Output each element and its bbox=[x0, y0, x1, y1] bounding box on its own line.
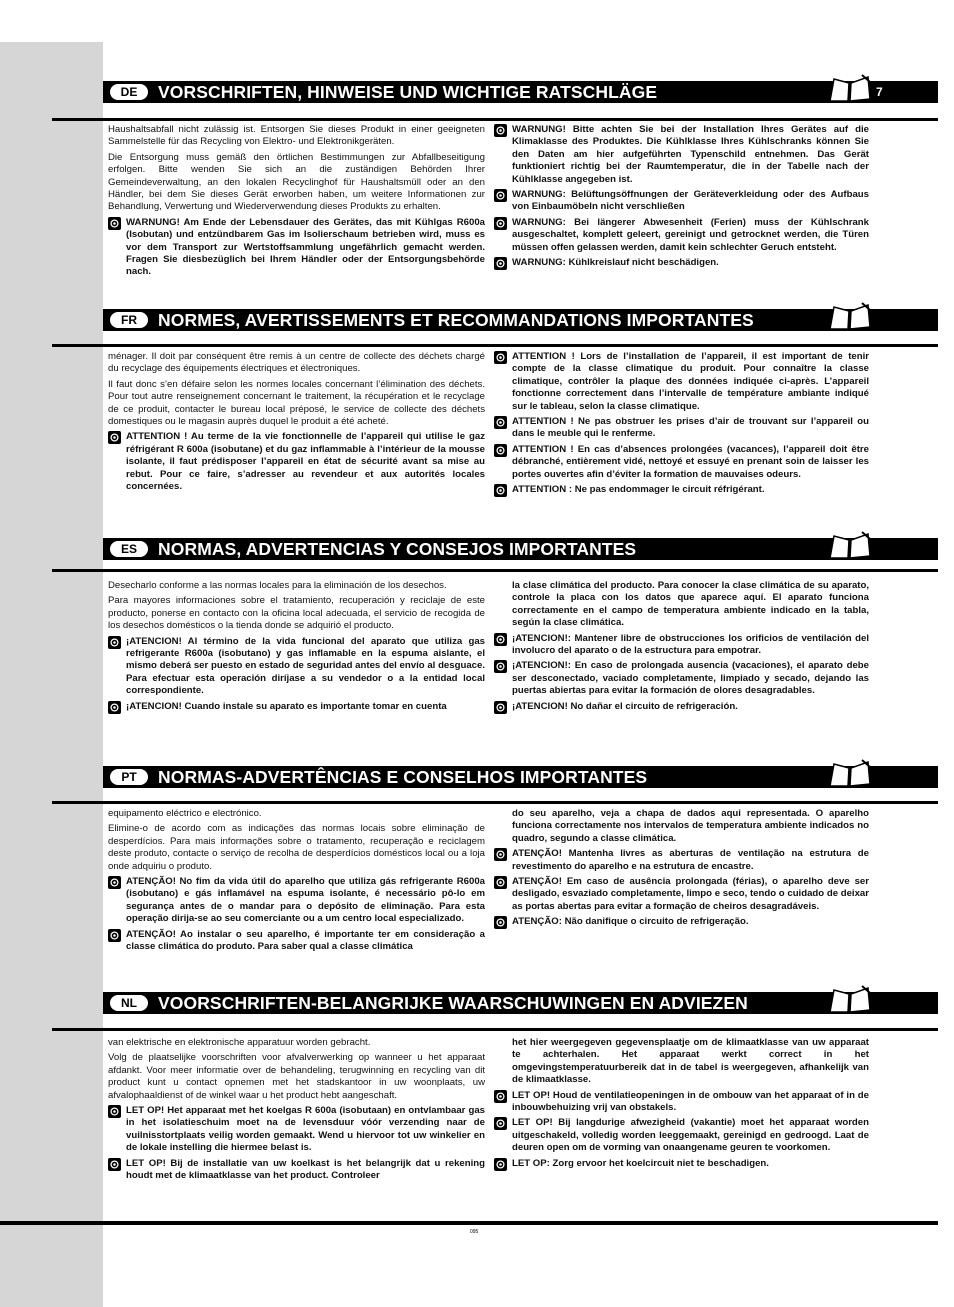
warning-text: ¡ATENCION!: En caso de prolongada ausencia (vacaciones), el aparato debe ser desconectado, vaciado completamente, limpiado y secado, dejando las puertas abiertas para evitar la formación de olores desagradables. bbox=[512, 660, 869, 697]
warning-item bbox=[494, 217, 869, 254]
section-title: NORMAS-ADVERTÊNCIAS E CONSELHOS IMPORTANTES bbox=[158, 767, 648, 787]
body-paragraph: ménager. Il doit par conséquent être remis à un centre de collecte des déchets chargé du recyclage des équipements électriques et électroniques. bbox=[108, 351, 485, 375]
warning-bullet-icon bbox=[108, 701, 121, 714]
warning-bullet-icon bbox=[494, 124, 507, 137]
warning-text: WARNUNG: Belüftungsöffnungen der Geräteverkleidung oder des Aufbaus von Einbaumöbeln nicht verschließen bbox=[512, 189, 869, 213]
warning-bullet-icon bbox=[494, 416, 507, 429]
left-column bbox=[108, 351, 485, 496]
warning-bullet-icon bbox=[108, 876, 121, 889]
warning-bullet-icon bbox=[494, 444, 507, 457]
body-paragraph: het hier weergegeven gegevensplaatje om de klimaatklasse van uw apparaat te achterhalen. Het apparaat werkt correct in het omgevingstemperatuurbereik dat in de tabel is weergegeven, afhankelijk van de klimaatklasse. bbox=[512, 1037, 869, 1086]
warning-text: WARNUNG! Am Ende der Lebensdauer des Gerätes, das mit Kühlgas R600a (Isobutan) und entzündbarem Gas im Isolierschaum betrieben wird, muss es vor dem Transport zur Wertstoffsammlung ungefährlich gemacht werden. Fragen Sie diesbezüglich bei Ihrem Händler oder der Entsorgungsbehörde nach. bbox=[126, 216, 485, 278]
warning-text: ATENÇÃO! Ao instalar o seu aparelho, é importante ter em consideração a classe climática do produto. Para saber qual a classe climática bbox=[126, 928, 485, 953]
warning-item bbox=[494, 189, 869, 214]
open-book-icon bbox=[828, 984, 872, 1019]
warning-item bbox=[494, 484, 869, 497]
right-column bbox=[494, 351, 869, 500]
warning-text: ATTENTION : Ne pas endommager le circuit réfrigérant. bbox=[512, 484, 765, 496]
warning-text: LET OP! Het apparaat met het koelgas R 600a (isobutaan) en ontvlambaar gas in het isolatieschuim moet na de levensduur vóór verzending naar de vuilnisstortplaats veilig worden gemaakt. Wend u hiervoor tot uw winkelier en de lokale instelling die hiermee belast is. bbox=[126, 1105, 485, 1154]
warning-bullet-icon bbox=[494, 1117, 507, 1130]
open-book-icon bbox=[828, 530, 872, 565]
warning-text: LET OP! Bij de installatie van uw koelkast is het belangrijk dat u rekening houdt met de klimaatklasse van het product. Controleer bbox=[126, 1157, 485, 1182]
body-paragraph: Die Entsorgung muss gemäß den örtlichen Bestimmungen zur Abfallbeseitigung erfolgen. Bitte wenden Sie sich an die zuständigen Behörden Ihrer Gemeindeverwaltung, an den lokalen Recyclinghof für Haushaltsmüll oder an den Händler, bei dem Sie dieses Gerät erworben haben, um weitere Informationen zur Behandlung, Verwertung und Wiederverwendung dieses Produkts zu erhalten. bbox=[108, 151, 485, 213]
section-title: VOORSCHRIFTEN-BELANGRIJKE WAARSCHUWINGEN EN ADVIEZEN bbox=[158, 993, 748, 1013]
warning-text: ATENÇÃO! Em caso de ausência prolongada (férias), o aparelho deve ser desligado, esvaziado completamente, limpo e seco, tendo o cuidado de deixar as portas abertas para evitar a formação de cheiros desagradáveis. bbox=[512, 876, 869, 912]
language-badge: DE bbox=[110, 84, 148, 100]
warning-bullet-icon bbox=[494, 916, 507, 929]
warning-item bbox=[494, 916, 869, 929]
warning-bullet-icon bbox=[494, 351, 507, 364]
open-book-icon bbox=[828, 758, 872, 793]
warning-item bbox=[108, 929, 485, 954]
warning-item bbox=[108, 217, 485, 279]
body-paragraph: Volg de plaatselijke voorschriften voor afvalverwerking op wanneer u het apparaat afdankt. Voor meer informatie over de behandeling, terugwinning en recycling van dit product kunt u contact opnemen met het stadskantoor in uw woonplaats, uw afvalophaaldienst of de winkel waar u het product hebt aangeschaft. bbox=[108, 1052, 485, 1101]
warning-text: ¡ATENCION! Cuando instale su aparato es importante tomar en cuenta bbox=[126, 700, 447, 712]
warning-bullet-icon bbox=[494, 660, 507, 673]
warning-bullet-icon bbox=[494, 1158, 507, 1171]
warning-item bbox=[108, 1105, 485, 1155]
footer-code: 095 bbox=[470, 1229, 479, 1235]
left-column bbox=[108, 580, 485, 717]
body-paragraph: Haushaltsabfall nicht zulässig ist. Entsorgen Sie dieses Produkt in einer geeigneten Sammelstelle für das Recycling von Elektro- und Elektronikgeräten. bbox=[108, 124, 485, 148]
warning-bullet-icon bbox=[108, 431, 121, 444]
warning-text: ATTENTION ! En cas d’absences prolongées (vacances), l’appareil doit être débranché, entièrement vidé, nettoyé et essuyé en prenant soin de laisser les portes ouvertes afin d’éviter la formation de mauvaises odeurs. bbox=[512, 443, 869, 480]
warning-bullet-icon bbox=[494, 876, 507, 889]
warning-text: WARNUNG: Kühlkreislauf nicht beschädigen. bbox=[512, 257, 719, 269]
warning-bullet-icon bbox=[108, 929, 121, 942]
body-paragraph: Elimine-o de acordo com as indicações das normas locais sobre eliminação de desperdícios. Para mais informações sobre o tratamento, recuperação e reciclagem deste produto, contacte o serviço de recolha de desperdícios domésticos local ou a loja onde adquiriu o produto. bbox=[108, 823, 485, 872]
warning-item bbox=[108, 636, 485, 698]
warning-bullet-icon bbox=[494, 189, 507, 202]
open-book-icon bbox=[828, 301, 872, 336]
section-title: NORMAS, ADVERTENCIAS Y CONSEJOS IMPORTANTES bbox=[158, 539, 637, 559]
warning-text: ¡ATENCION! Al término de la vida funcional del aparato que utiliza gas refrigerante R600a (isobutano) y gas inflamable en la espuma aislante, el mismo deberá ser puesto en estado de seguridad antes del envío al desguace. Para efectuar esta operación diríjase a su vendedor o a la entidad local correspondiente. bbox=[126, 635, 485, 697]
body-paragraph: Il faut donc s’en défaire selon les normes locales concernant l’élimination des déchets. Pour tout autre renseignement concernant le traitement, la récupération et le recyclage de ce produit, contacter le bureau local préposé, le service de collecte des déchets domestiques ou le magasin auprès duquel le produit a été acheté. bbox=[108, 378, 485, 428]
language-badge: ES bbox=[110, 541, 148, 557]
warning-text: ¡ATENCION!: Mantener libre de obstrucciones los orificios de ventilación del involucro del aparato o de la estructura para empotrar. bbox=[512, 632, 869, 657]
warning-item bbox=[494, 124, 869, 186]
warning-item bbox=[494, 848, 869, 873]
warning-item bbox=[494, 416, 869, 441]
warning-text: ATENÇÃO! Mantenha livres as aberturas de ventilação na estrutura de revestimento do aparelho e na estrutura de encastre. bbox=[512, 848, 869, 872]
warning-text: LET OP: Zorg ervoor het koelcircuit niet te beschadigen. bbox=[512, 1157, 769, 1169]
language-badge: PT bbox=[110, 769, 148, 785]
warning-bullet-icon bbox=[494, 848, 507, 861]
left-column bbox=[108, 124, 485, 282]
warning-item bbox=[108, 431, 485, 493]
warning-text: ATTENTION ! Au terme de la vie fonctionnelle de l’appareil qui utilise le gaz réfrigérant R 600a (isobutane) et du gaz inflammable à l’intérieur de la mousse isolante, il faut prédisposer l’appareil en état de sécurité avant sa mise au rebut. Pour ce faire, s’adresser au revendeur et aux autorités locales concernées. bbox=[126, 431, 485, 493]
language-badge: FR bbox=[110, 312, 148, 328]
body-paragraph: do seu aparelho, veja a chapa de dados aqui representada. O aparelho funciona correctamente nos intervalos de temperatura ambiente indicados no quadro, segundo a classe climática. bbox=[512, 808, 869, 844]
warning-text: ATTENTION ! Lors de l’installation de l’appareil, il est important de tenir compte de la classe climatique du produit. Pour connaître la classe climatique, contrôler la plaque des données indiquée ci-après. L’appareil fonctionne correctement dans l’intervalle de température ambiante indiqué sur le tableau, selon la classe climatique. bbox=[512, 351, 869, 412]
warning-item bbox=[494, 701, 869, 714]
warning-bullet-icon bbox=[494, 1090, 507, 1103]
warning-text: ATTENTION ! Ne pas obstruer les prises d’air de trouvant sur l’appareil ou dans le meuble qui le renferme. bbox=[512, 416, 869, 440]
warning-text: WARNUNG! Bitte achten Sie bei der Installation Ihres Gerätes auf die Klimaklasse des Produktes. Die Kühlklasse Ihres Kühlschranks können Sie den Daten am hier aufgeführten Typenschild entnehmen. Das Gerät funktioniert richtig bei der Raumtemperatur, die in der Tabelle nach der Kühlklasse angegeben ist. bbox=[512, 124, 869, 185]
footer-rule bbox=[0, 1221, 938, 1225]
open-book-icon bbox=[828, 73, 872, 108]
warning-item bbox=[108, 701, 485, 714]
warning-text: ¡ATENCION! No dañar el circuito de refrigeración. bbox=[512, 700, 738, 712]
warning-item bbox=[494, 1090, 869, 1115]
warning-text: LET OP! Houd de ventilatieopeningen in de ombouw van het apparaat of in de inbouwbehuizing vrij van obstakels. bbox=[512, 1089, 869, 1114]
right-column bbox=[494, 124, 869, 273]
section-rule bbox=[52, 801, 938, 804]
page-number: 7 bbox=[876, 85, 883, 99]
warning-bullet-icon bbox=[108, 636, 121, 649]
warning-bullet-icon bbox=[494, 484, 507, 497]
warning-item bbox=[494, 660, 869, 697]
section-rule bbox=[52, 1028, 938, 1031]
warning-bullet-icon bbox=[494, 257, 507, 270]
warning-item bbox=[494, 633, 869, 658]
warning-text: ATENÇÃO: Não danifique o circuito de refrigeração. bbox=[512, 916, 749, 928]
right-column bbox=[494, 1037, 869, 1174]
right-column bbox=[494, 808, 869, 932]
body-paragraph: Para mayores informaciones sobre el tratamiento, recuperación y reciclaje de este producto, ponerse en contacto con la oficina local adecuada, el servicio de recogida de los desechos domésticos o la tienda donde se adquirió el producto. bbox=[108, 595, 485, 632]
section-rule bbox=[52, 569, 938, 572]
section-title: NORMES, AVERTISSEMENTS ET RECOMMANDATIONS IMPORTANTES bbox=[158, 310, 754, 330]
warning-item bbox=[494, 1117, 869, 1154]
body-paragraph: van elektrische en elektronische apparatuur worden gebracht. bbox=[108, 1037, 371, 1048]
right-column bbox=[494, 580, 869, 717]
warning-text: LET OP! Bij langdurige afwezigheid (vakantie) moet het apparaat worden uitgeschakeld, volledig worden leeggemaakt, gereinigd en gedroogd. Laat de deuren open om de vorming van onaangename geuren te voorkomen. bbox=[512, 1117, 869, 1154]
warning-item bbox=[108, 1158, 485, 1183]
warning-item bbox=[494, 876, 869, 913]
warning-bullet-icon bbox=[494, 633, 507, 646]
warning-text: WARNUNG: Bei längerer Abwesenheit (Ferien) muss der Kühlschrank ausgeschaltet, komplett geleert, gereinigt und getrocknet werden, die Türen müssen offen gelassen werden, damit kein schlechter Geruch entsteht. bbox=[512, 216, 869, 253]
section-rule bbox=[52, 344, 938, 347]
language-badge: NL bbox=[110, 995, 148, 1011]
warning-bullet-icon bbox=[494, 217, 507, 230]
section-title: VORSCHRIFTEN, HINWEISE UND WICHTIGE RATSCHLÄGE bbox=[158, 82, 658, 102]
warning-item bbox=[494, 1158, 869, 1171]
body-paragraph: la clase climática del producto. Para conocer la clase climática de su aparato, controle la placa con los datos que aparece aquí. El aparato funciona correctamente en el campo de temperatura ambiente indicado en la tabla, según la clase climática. bbox=[512, 580, 869, 629]
warning-item bbox=[494, 257, 869, 270]
warning-text: ATENÇÃO! No fim da vida útil do aparelho que utiliza gás refrigerante R600a (isobutano) e gás inflamável na espuma isolante, é necessário pô-lo em segurança antes de o mandar para o depósito de eliminação. Para esta operação dirija-se ao seu comerciante ou a um centro local especializado. bbox=[126, 876, 485, 925]
body-paragraph: Desecharlo conforme a las normas locales para la eliminación de los desechos. bbox=[108, 580, 447, 591]
warning-bullet-icon bbox=[494, 701, 507, 714]
warning-bullet-icon bbox=[108, 1105, 121, 1118]
warning-item bbox=[108, 876, 485, 926]
warning-bullet-icon bbox=[108, 217, 121, 230]
warning-item bbox=[494, 444, 869, 481]
warning-item bbox=[494, 351, 869, 413]
left-column bbox=[108, 1037, 485, 1185]
left-column bbox=[108, 808, 485, 956]
section-rule bbox=[52, 118, 938, 121]
body-paragraph: equipamento eléctrico e electrónico. bbox=[108, 808, 262, 819]
margin-strip bbox=[0, 42, 103, 1307]
warning-bullet-icon bbox=[108, 1158, 121, 1171]
